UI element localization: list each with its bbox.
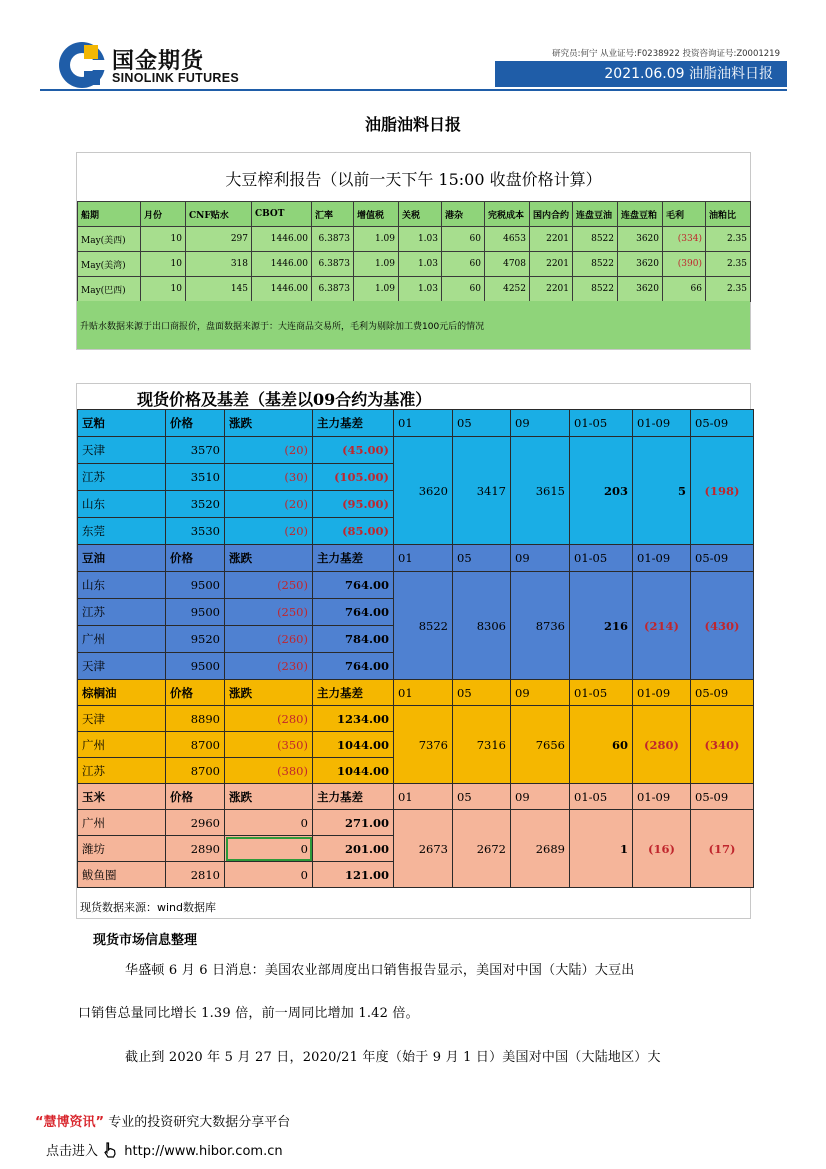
- crush-header-cell: 港杂: [442, 202, 485, 227]
- crush-header-cell: 完税成本: [485, 202, 530, 227]
- price-cell: 9500: [166, 572, 225, 599]
- crush-header-cell: 船期: [78, 202, 141, 227]
- basis-cell: 271.00: [313, 810, 394, 836]
- basis-cell: (105.00): [313, 464, 394, 491]
- region-cell: 天津: [78, 653, 166, 680]
- spot-header-cell: 价格: [166, 410, 225, 437]
- spread-05-09-cell: (198): [691, 437, 754, 545]
- futures-05-cell: 3417: [453, 437, 511, 545]
- spot-header-cell: 涨跌: [225, 680, 313, 706]
- crush-cell: 1.03: [399, 252, 442, 277]
- crush-cell: 6.3873: [312, 277, 354, 302]
- change-cell: (30): [225, 464, 313, 491]
- crush-header-cell: 油粕比: [706, 202, 751, 227]
- futures-05-cell: 7316: [453, 706, 511, 784]
- crush-cell-margin: (390): [663, 252, 706, 277]
- spread-01-05-cell: 216: [570, 572, 633, 680]
- region-cell: 山东: [78, 572, 166, 599]
- basis-cell: (85.00): [313, 518, 394, 545]
- crush-cell: May(巴西): [78, 277, 141, 302]
- crush-cell: 2.35: [706, 227, 751, 252]
- crush-margin-panel: [76, 152, 751, 350]
- basis-cell: 1234.00: [313, 706, 394, 732]
- price-cell: 9520: [166, 626, 225, 653]
- soyoil-row: [78, 572, 754, 599]
- change-cell: (250): [225, 572, 313, 599]
- basis-cell: 121.00: [313, 862, 394, 888]
- logo-en-text: SINOLINK FUTURES: [112, 71, 240, 85]
- crush-cell: May(美湾): [78, 252, 141, 277]
- footer-link-line: [46, 1140, 283, 1159]
- crush-cell: 1.09: [354, 252, 399, 277]
- spot-header-cell: 01-05: [570, 784, 633, 810]
- basis-cell: 764.00: [313, 599, 394, 626]
- futures-01-cell: 8522: [394, 572, 453, 680]
- meal-row: [78, 437, 754, 464]
- price-cell: 2810: [166, 862, 225, 888]
- basis-cell: 784.00: [313, 626, 394, 653]
- crush-header-cell: 毛利: [663, 202, 706, 227]
- crush-header-cell: 连盘豆油: [573, 202, 618, 227]
- spot-header-cell: 01-05: [570, 410, 633, 437]
- spread-01-09-cell: 5: [633, 437, 691, 545]
- futures-05-cell: 8306: [453, 572, 511, 680]
- corn-header-row: [78, 784, 754, 810]
- footer-brand: “慧博资讯”: [35, 1115, 105, 1130]
- change-cell: (280): [225, 706, 313, 732]
- section-title: 现货市场信息整理: [93, 933, 198, 948]
- crush-table-caption: 大豆榨利报告（以前一天下午 15:00 收盘价格计算）: [225, 170, 602, 189]
- spot-header-cell: 主力基差: [313, 784, 394, 810]
- crush-header-cell: 连盘豆粕: [618, 202, 663, 227]
- crush-cell: 145: [186, 277, 252, 302]
- crush-cell: 2201: [530, 277, 573, 302]
- crush-cell: 6.3873: [312, 227, 354, 252]
- product-label: 棕榈油: [78, 680, 166, 706]
- futures-01-cell: 7376: [394, 706, 453, 784]
- crush-cell: 2201: [530, 227, 573, 252]
- region-cell: 鲅鱼圈: [78, 862, 166, 888]
- crush-cell: 1446.00: [252, 277, 312, 302]
- paragraph-line: 口销售总量同比增长 1.39 倍，前一周同比增加 1.42 倍。: [78, 1006, 419, 1021]
- crush-cell: 6.3873: [312, 252, 354, 277]
- price-cell: 3530: [166, 518, 225, 545]
- crush-cell: 1.03: [399, 227, 442, 252]
- spot-header-cell: 05-09: [691, 784, 754, 810]
- crush-cell: 4708: [485, 252, 530, 277]
- spot-header-cell: 价格: [166, 784, 225, 810]
- spread-01-09-cell: (280): [633, 706, 691, 784]
- footer-tagline: 专业的投资研究大数据分享平台: [108, 1115, 291, 1130]
- change-cell: 0: [225, 862, 313, 888]
- footer-link[interactable]: http://www.hibor.com.cn: [124, 1144, 283, 1159]
- spot-header-cell: 09: [511, 545, 570, 572]
- crush-row-brazil: [78, 277, 751, 302]
- crush-cell: 3620: [618, 227, 663, 252]
- price-cell: 9500: [166, 599, 225, 626]
- palmoil-row: [78, 706, 754, 732]
- region-cell: 广州: [78, 732, 166, 758]
- spot-header-cell: 01: [394, 410, 453, 437]
- crush-margin-table: [77, 201, 751, 302]
- basis-cell: 764.00: [313, 572, 394, 599]
- palmoil-header-row: [78, 680, 754, 706]
- spot-header-cell: 01-09: [633, 545, 691, 572]
- spot-header-cell: 主力基差: [313, 545, 394, 572]
- crush-cell: 1.09: [354, 277, 399, 302]
- spot-header-cell: 主力基差: [313, 410, 394, 437]
- change-cell: (380): [225, 758, 313, 784]
- crush-cell: 8522: [573, 277, 618, 302]
- crush-cell: 2.35: [706, 277, 751, 302]
- product-label: 豆粕: [78, 410, 166, 437]
- crush-cell: 10: [141, 277, 186, 302]
- change-cell: (260): [225, 626, 313, 653]
- spot-header-cell: 01: [394, 784, 453, 810]
- spread-05-09-cell: (340): [691, 706, 754, 784]
- spot-header-cell: 价格: [166, 680, 225, 706]
- report-date-bar: 2021.06.09 油脂油料日报: [495, 61, 787, 87]
- crush-cell: 60: [442, 227, 485, 252]
- spot-header-cell: 价格: [166, 545, 225, 572]
- crush-cell: 60: [442, 252, 485, 277]
- spot-header-cell: 05-09: [691, 410, 754, 437]
- product-label: 豆油: [78, 545, 166, 572]
- change-cell: (20): [225, 437, 313, 464]
- spot-header-cell: 涨跌: [225, 545, 313, 572]
- price-cell: 3570: [166, 437, 225, 464]
- crush-cell: 1446.00: [252, 227, 312, 252]
- region-cell: 广州: [78, 810, 166, 836]
- spot-header-cell: 01: [394, 680, 453, 706]
- crush-cell: 1446.00: [252, 252, 312, 277]
- region-cell: 东莞: [78, 518, 166, 545]
- futures-05-cell: 2672: [453, 810, 511, 888]
- region-cell: 天津: [78, 706, 166, 732]
- spot-header-cell: 05-09: [691, 545, 754, 572]
- researcher-info: 研究员:何宁 从业证号:F0238922 投资咨询证号:Z0001219: [552, 49, 780, 59]
- crush-header-cell: CBOT: [252, 202, 312, 227]
- change-cell: (20): [225, 518, 313, 545]
- crush-row-us-gulf: [78, 252, 751, 277]
- crush-row-us-west: [78, 227, 751, 252]
- spot-table-note: 现货数据来源：wind数据库: [80, 901, 217, 914]
- paragraph-line: 截止到 2020 年 5 月 27 日，2020/21 年度（始于 9 月 1 日）美国对中国（大陆地区）大: [125, 1050, 661, 1065]
- header-rule: [40, 89, 787, 91]
- region-cell: 江苏: [78, 758, 166, 784]
- crush-header-cell: 汇率: [312, 202, 354, 227]
- spot-header-cell: 09: [511, 410, 570, 437]
- basis-cell: (95.00): [313, 491, 394, 518]
- crush-cell: 318: [186, 252, 252, 277]
- crush-cell: 1.03: [399, 277, 442, 302]
- crush-cell: 3620: [618, 252, 663, 277]
- spot-basis-panel: [76, 383, 751, 919]
- futures-01-cell: 3620: [394, 437, 453, 545]
- spot-header-cell: 涨跌: [225, 784, 313, 810]
- change-cell: (350): [225, 732, 313, 758]
- soyoil-header-row: [78, 545, 754, 572]
- spread-01-05-cell: 203: [570, 437, 633, 545]
- footer-link-prefix: 点击进入: [46, 1144, 99, 1159]
- crush-header-cell: 增值税: [354, 202, 399, 227]
- futures-09-cell: 7656: [511, 706, 570, 784]
- region-cell: 山东: [78, 491, 166, 518]
- spot-header-cell: 09: [511, 784, 570, 810]
- paragraph-line: 华盛顿 6 月 6 日消息：美国农业部周度出口销售报告显示，美国对中国（大陆）大豆出: [125, 963, 635, 978]
- spread-01-05-cell: 1: [570, 810, 633, 888]
- crush-cell: 10: [141, 227, 186, 252]
- futures-09-cell: 2689: [511, 810, 570, 888]
- region-cell: 潍坊: [78, 836, 166, 862]
- crush-cell: 60: [442, 277, 485, 302]
- spread-05-09-cell: (17): [691, 810, 754, 888]
- spot-header-cell: 01-05: [570, 680, 633, 706]
- spot-header-cell: 01-09: [633, 680, 691, 706]
- spot-header-cell: 05: [453, 680, 511, 706]
- crush-cell: 3620: [618, 277, 663, 302]
- crush-cell: 4653: [485, 227, 530, 252]
- change-cell-selected[interactable]: 0: [225, 836, 313, 862]
- crush-header-cell: 国内合约: [530, 202, 573, 227]
- price-cell: 3510: [166, 464, 225, 491]
- meal-header-row: [78, 410, 754, 437]
- spot-header-cell: 主力基差: [313, 680, 394, 706]
- region-cell: 江苏: [78, 464, 166, 491]
- pointing-hand-icon: [102, 1142, 118, 1158]
- spread-01-09-cell: (214): [633, 572, 691, 680]
- price-cell: 8700: [166, 732, 225, 758]
- crush-cell: 4252: [485, 277, 530, 302]
- spot-header-cell: 01-05: [570, 545, 633, 572]
- region-cell: 天津: [78, 437, 166, 464]
- crush-cell-margin: (334): [663, 227, 706, 252]
- corn-row: [78, 810, 754, 836]
- change-cell: 0: [225, 810, 313, 836]
- crush-cell-margin: 66: [663, 277, 706, 302]
- price-cell: 2960: [166, 810, 225, 836]
- region-cell: 江苏: [78, 599, 166, 626]
- crush-cell: May(美西): [78, 227, 141, 252]
- futures-01-cell: 2673: [394, 810, 453, 888]
- crush-header-cell: 关税: [399, 202, 442, 227]
- spread-05-09-cell: (430): [691, 572, 754, 680]
- spot-header-cell: 05: [453, 784, 511, 810]
- price-cell: 8700: [166, 758, 225, 784]
- product-label: 玉米: [78, 784, 166, 810]
- change-cell: (250): [225, 599, 313, 626]
- region-cell: 广州: [78, 626, 166, 653]
- basis-cell: 1044.00: [313, 758, 394, 784]
- crush-cell: 2.35: [706, 252, 751, 277]
- price-cell: 9500: [166, 653, 225, 680]
- price-cell: 3520: [166, 491, 225, 518]
- spot-header-cell: 01: [394, 545, 453, 572]
- spot-basis-table: [77, 409, 754, 888]
- spot-header-cell: 05: [453, 545, 511, 572]
- logo-cn-text: 国金期货: [112, 49, 205, 74]
- spot-header-cell: 09: [511, 680, 570, 706]
- crush-header-cell: 月份: [141, 202, 186, 227]
- futures-09-cell: 8736: [511, 572, 570, 680]
- change-cell: (230): [225, 653, 313, 680]
- sinolink-logo-icon: [57, 40, 107, 90]
- crush-cell: 1.09: [354, 227, 399, 252]
- change-cell: (20): [225, 491, 313, 518]
- spot-header-cell: 涨跌: [225, 410, 313, 437]
- price-cell: 8890: [166, 706, 225, 732]
- crush-cell: 297: [186, 227, 252, 252]
- spot-header-cell: 05: [453, 410, 511, 437]
- basis-cell: (45.00): [313, 437, 394, 464]
- crush-cell: 2201: [530, 252, 573, 277]
- spot-header-cell: 01-09: [633, 784, 691, 810]
- spot-header-cell: 05-09: [691, 680, 754, 706]
- crush-cell: 8522: [573, 227, 618, 252]
- basis-cell: 1044.00: [313, 732, 394, 758]
- crush-header-row: [78, 202, 751, 227]
- document-title: 油脂油料日报: [364, 115, 461, 134]
- footer-brand-line: [35, 1111, 290, 1130]
- basis-cell: 201.00: [313, 836, 394, 862]
- price-cell: 2890: [166, 836, 225, 862]
- basis-cell: 764.00: [313, 653, 394, 680]
- spread-01-09-cell: (16): [633, 810, 691, 888]
- spot-header-cell: 01-09: [633, 410, 691, 437]
- spot-table-caption: 现货价格及基差（基差以09合约为基准）: [137, 390, 432, 409]
- crush-header-cell: CNF贴水: [186, 202, 252, 227]
- futures-09-cell: 3615: [511, 437, 570, 545]
- crush-cell: 10: [141, 252, 186, 277]
- crush-cell: 8522: [573, 252, 618, 277]
- spread-01-05-cell: 60: [570, 706, 633, 784]
- crush-table-note: 升贴水数据来源于出口商报价，盘面数据来源于：大连商品交易所，毛利为剔除加工费100元后的情况: [77, 301, 750, 349]
